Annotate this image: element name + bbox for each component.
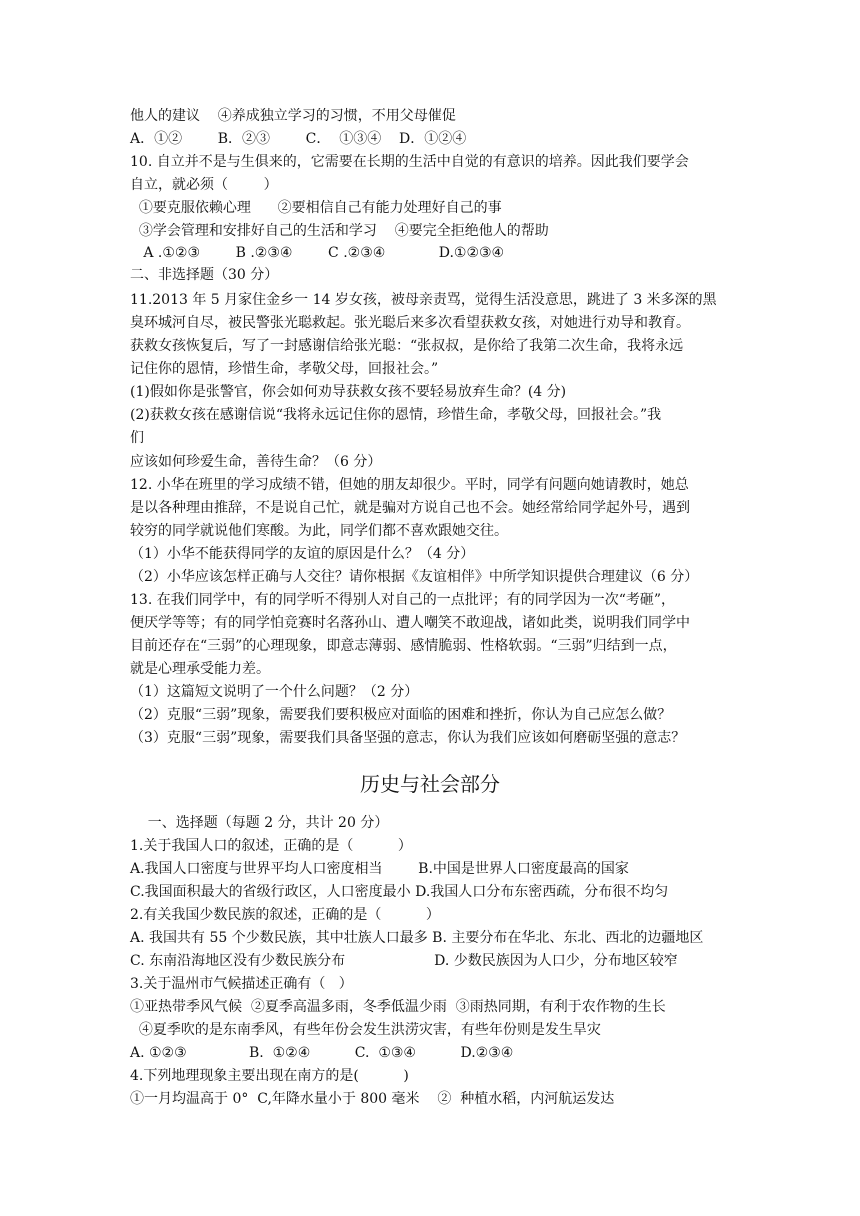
text-line: 记住你的恩情，珍惜生命，孝敬父母，回报社会。” (130, 361, 439, 377)
text-line: 2.有关我国少数民族的叙述，正确的是（ ） (130, 907, 440, 923)
text-line: 13. 在我们同学中，有的同学听不得别人对自己的一点批评；有的同学因为一次“考砸”， (130, 592, 676, 608)
text-line: （2）小华应该怎样正确与人交往？请你根据《友谊相伴》中所学知识提供合理建议（6 分） (130, 569, 699, 585)
text-line: 获救女孩恢复后，写了一封感谢信给张光聪：“张叔叔，是你给了我第二次生命，我将永远 (130, 338, 684, 354)
text-line: C.我国面积最大的省级行政区，人口密度最小 D.我国人口分布东密西疏，分布很不均匀 (130, 884, 669, 900)
text-line: 他人的建议 ④养成独立学习的习惯，不用父母催促 (130, 108, 456, 124)
text-line: 3.关于温州市气候描述正确有（ ） (130, 976, 353, 992)
text-line: 二、非选择题（30 分） (130, 267, 279, 283)
text-line: 12. 小华在班里的学习成绩不错，但她的朋友却很少。平时，同学有问题向她请教时，她总 (130, 477, 689, 493)
text-line: ④夏季吹的是东南季风，有些年份会发生洪涝灾害，有些年份则是发生旱灾 (130, 1022, 601, 1038)
text-line: 是以各种理由推辞，不是说自己忙，就是骗对方说自己也不会。她经常给同学起外号，遇到 (130, 500, 690, 516)
text-line: A.我国人口密度与世界平均人口密度相当 B.中国是世界人口密度最高的国家 (130, 861, 629, 877)
text-line: 10. 自立并不是与生俱来的，它需要在长期的生活中自觉的有意识的培养。因此我们要学会 (130, 154, 689, 170)
text-line: （2）克服“三弱”现象，需要我们要积极应对面临的困难和挫折，你认为自己应怎么做？ (130, 707, 672, 723)
text-line: （1）这篇短文说明了一个什么问题？（2 分） (130, 684, 419, 700)
text-line: 11.2013 年 5 月家住金乡一 14 岁女孩，被母亲责骂，觉得生活没意思，跳进了 3 米多深的黑 (130, 292, 717, 308)
text-line: (2)获救女孩在感谢信说“我将永远记住你的恩情，珍惜生命，孝敬父母，回报社会。”我 (130, 407, 662, 423)
text-line: ③学会管理和安排好自己的生活和学习 ④要完全拒绝他人的帮助 (130, 223, 549, 239)
text-line: A. ①②③ B. ①②④ C. ①③④ D.②③④ (130, 1045, 514, 1061)
text-line: 们 (130, 430, 144, 446)
text-line: 1.关于我国人口的叙述，正确的是（ ） (130, 838, 412, 854)
text-line: 应该如何珍爱生命，善待生命？（6 分） (130, 454, 382, 470)
text-line: 臭环城河自尽，被民警张光聪救起。张光聪后来多次看望获救女孩，对她进行劝导和教育。 (130, 315, 690, 331)
text-line: （1）小华不能获得同学的友谊的原因是什么？（4 分） (130, 546, 475, 562)
text-line: 一、选择题（每题 2 分，共计 20 分） (130, 815, 389, 831)
text-line: 4.下列地理现象主要出现在南方的是( ) (130, 1068, 409, 1084)
text-line: 目前还存在“三弱”的心理现象，即意志薄弱、感情脆弱、性格软弱。“三弱”归结到一点， (130, 638, 677, 654)
text-line: C. 东南沿海地区没有少数民族分布 D. 少数民族因为人口少，分布地区较窄 (130, 953, 678, 969)
text-line: A．①② B．②③ C． ①③④ D．①②④ (130, 131, 467, 147)
text-line: (1)假如你是张警官，你会如何劝导获救女孩不要轻易放弃生命？(4 分) (130, 384, 567, 400)
text-line: ①亚热带季风气候 ②夏季高温多雨，冬季低温少雨 ③雨热同期，有利于农作物的生长 (130, 999, 666, 1015)
text-line: 较穷的同学就说他们寒酸。为此，同学们都不喜欢跟她交往。 (130, 523, 508, 539)
text-line: （3）克服“三弱”现象，需要我们具备坚强的意志，你认为我们应该如何磨砺坚强的意志？ (130, 730, 686, 746)
text-line: 自立，就必须（ ） (130, 177, 278, 193)
text-line: ①一月均温高于 0° C,年降水量小于 800 毫米 ② 种植水稻，内河航运发达 (130, 1091, 615, 1107)
text-line: 就是心理承受能力差。 (130, 661, 270, 677)
text-line: 便厌学等等；有的同学怕竞赛时名落孙山、遭人嘲笑不敢迎战，诸如此类，说明我们同学中 (130, 615, 690, 631)
text-line: A. 我国共有 55 个少数民族，其中壮族人口最多 B. 主要分布在华北、东北、西北的边疆地区 (130, 930, 704, 946)
section-title: 历史与社会部分 (360, 772, 500, 796)
text-line: ①要克服依赖心理 ②要相信自己有能力处理好自己的事 (130, 200, 502, 216)
text-line: A .①②③ B .②③④ C .②③④ D.①②③④ (130, 245, 505, 261)
